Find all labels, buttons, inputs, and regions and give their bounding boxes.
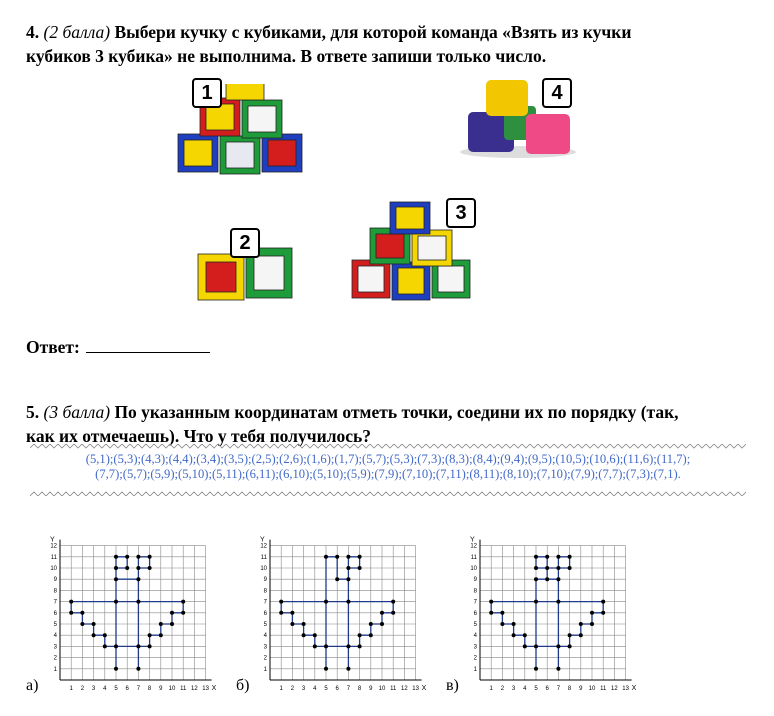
x-tick-label: 7 [346,686,351,692]
figure-point [181,611,185,615]
figure-point [346,577,350,581]
x-tick-label: 1 [279,686,283,692]
x-axis-label: X [631,685,636,692]
y-tick-label: 10 [260,566,267,572]
figure-point [568,566,572,570]
question-text-line2: как их отмечаешь). Что у тебя получилось? [26,426,372,446]
x-tick-label: 13 [202,686,209,692]
figure-point [335,555,339,559]
x-tick-label: 13 [412,686,419,692]
x-tick-label: 10 [168,686,176,692]
figure-point [568,644,572,648]
figure-point [512,622,516,626]
figure-point [346,600,350,604]
y-tick-label: 7 [53,599,57,606]
question-text-line2: кубиков 3 кубика» не выполнима. В ответе запиши только число. [26,46,547,66]
y-tick-label: 8 [473,588,477,595]
x-tick-label: 8 [147,686,152,692]
figure-point [103,644,107,648]
y-tick-label: 2 [473,655,477,662]
x-tick-label: 12 [191,686,198,692]
x-tick-label: 7 [136,686,141,692]
x-tick-label: 8 [357,686,362,692]
figure-point [500,622,504,626]
figure-point [601,611,605,615]
figure-point [279,611,283,615]
y-tick-label: 1 [263,666,267,673]
figure-point [290,611,294,615]
figure-point [181,600,185,604]
x-tick-label: 13 [622,686,629,692]
figure-point [369,622,373,626]
y-tick-label: 3 [473,644,477,651]
figure-point [358,566,362,570]
figure-point [302,633,306,637]
figure-point [324,644,328,648]
figure-point [114,577,118,581]
question-text-line1: По указанным координатам отметь точки, соедини их по порядку (так, [114,402,679,422]
figure-point [313,633,317,637]
figure-point [114,555,118,559]
x-tick-label: 6 [335,686,339,692]
y-tick-label: 3 [263,644,267,651]
figure-point [523,633,527,637]
figure-point [500,611,504,615]
y-tick-label: 1 [53,666,57,673]
figure-point [103,633,107,637]
figure-point [489,611,493,615]
figure-point [136,644,140,648]
y-tick-label: 8 [263,588,267,595]
figure-point [556,555,560,559]
figure-point [114,566,118,570]
question-points: (3 балла) [43,402,111,422]
figure-point [136,555,140,559]
figure-point [324,667,328,671]
answer-blank-line[interactable] [86,338,210,353]
question-4 [26,20,746,68]
figure-point [391,600,395,604]
question-number: 5. [26,402,40,422]
figure-point [148,633,152,637]
figure-point [346,667,350,671]
y-tick-label: 11 [470,554,477,561]
x-tick-label: 12 [401,686,408,692]
figure-point [523,644,527,648]
figure-point [545,555,549,559]
figure-point [80,622,84,626]
pile-number-badge: 4 [542,78,572,108]
x-tick-label: 10 [378,686,386,692]
figure-point [556,600,560,604]
graph-label-a: а) [26,677,39,694]
figure-point [136,600,140,604]
x-tick-label: 5 [114,686,118,692]
figure-point [369,633,373,637]
x-tick-label: 11 [180,686,187,692]
y-tick-label: 11 [260,554,267,561]
x-tick-label: 2 [290,686,295,692]
x-tick-label: 5 [534,686,538,692]
x-tick-label: 10 [588,686,596,692]
figure-point [148,566,152,570]
figure-point [313,644,317,648]
x-tick-label: 11 [390,686,397,692]
y-tick-label: 6 [53,610,57,617]
figure-point [69,611,73,615]
figure-point [568,633,572,637]
figure-point [290,622,294,626]
x-tick-label: 11 [600,686,607,692]
figure-point [159,633,163,637]
x-tick-label: 3 [301,686,306,692]
y-tick-label: 6 [473,610,477,617]
y-tick-label: 2 [263,655,267,662]
y-axis-label: Y [260,536,265,544]
figure-point [335,577,339,581]
figure-point [590,611,594,615]
figure-point [148,644,152,648]
y-axis-label: Y [470,536,475,544]
x-tick-label: 2 [500,686,505,692]
question-points: (2 балла) [43,22,111,42]
y-tick-label: 1 [473,666,477,673]
cube-pile-1[interactable] [176,84,306,176]
figure-point [556,566,560,570]
figure-point [92,633,96,637]
x-tick-label: 4 [103,686,107,692]
figure-point [136,667,140,671]
figure-point [114,644,118,648]
pile-number-badge: 2 [230,228,260,258]
x-tick-label: 4 [313,686,317,692]
figure-point [114,667,118,671]
y-tick-label: 12 [470,543,477,550]
cube-pile-3[interactable] [350,198,478,306]
question-text-line1: Выбери кучку с кубиками, для которой команда «Взять из кучки [114,22,632,42]
cube-pile-4[interactable] [458,76,588,160]
figure-point [534,644,538,648]
figure-point [69,600,73,604]
figure-point [148,555,152,559]
figure-point [590,622,594,626]
x-tick-label: 6 [545,686,549,692]
x-tick-label: 7 [556,686,561,692]
figure-point [545,577,549,581]
figure-point [114,600,118,604]
pile-number-badge: 3 [446,198,476,228]
y-tick-label: 4 [473,633,477,640]
x-tick-label: 4 [523,686,527,692]
graph-label-c: в) [446,677,459,694]
x-tick-label: 9 [159,686,163,692]
y-tick-label: 10 [470,566,477,572]
figure-point [489,600,493,604]
x-tick-label: 1 [489,686,493,692]
figure-point [556,577,560,581]
x-tick-label: 3 [511,686,516,692]
pile-number-badge: 1 [192,78,222,108]
y-tick-label: 2 [53,655,57,662]
y-tick-label: 7 [473,599,477,606]
question-number: 4. [26,22,40,42]
figure-point [568,555,572,559]
x-tick-label: 9 [369,686,373,692]
graph-c[interactable] [466,518,636,705]
figure-point [534,577,538,581]
x-tick-label: 1 [69,686,73,692]
coordinates-box [30,444,746,496]
question-5 [26,400,756,448]
figure-point [136,577,140,581]
figure-point [159,622,163,626]
x-tick-label: 9 [579,686,583,692]
figure-point [125,566,129,570]
figure-point [534,555,538,559]
x-tick-label: 12 [611,686,618,692]
figure-point [556,644,560,648]
coordinates-line-1: (5,1);(5,3);(4,3);(4,4);(3,4);(3,5);(2,5);(2,6);(1,6);(1,7);(5,7);(5,3);(7,3);(8,3);(8,4);(9,4);(9,5);(10,5);(10,6);(11,6);(11,7); [85,452,691,466]
figure-point [601,600,605,604]
y-tick-label: 8 [53,588,57,595]
figure-point [579,622,583,626]
graph-a[interactable] [46,518,216,705]
coordinates-line-2: (7,7);(5,7);(5,9);(5,10);(5,11);(6,11);(6,10);(5,10);(5,9);(7,9);(7,10);(7,11);(8,11);(8,10);(7,10);(7,9);(7,7);(7,3);(7,1). [95,467,681,481]
figure-point [358,644,362,648]
x-axis-label: X [421,685,426,692]
figure-point [380,611,384,615]
figure-point [324,600,328,604]
figure-point [512,633,516,637]
y-tick-label: 5 [53,622,57,628]
figure-point [324,555,328,559]
answer-field[interactable] [26,337,210,358]
graph-label-b: б) [236,677,250,694]
y-tick-label: 9 [53,577,57,584]
figure-point [579,633,583,637]
x-tick-label: 6 [125,686,129,692]
y-tick-label: 12 [50,543,57,550]
y-tick-label: 3 [53,644,57,651]
x-tick-label: 2 [80,686,85,692]
figure-point [358,633,362,637]
y-tick-label: 11 [50,554,57,561]
y-tick-label: 12 [260,543,267,550]
y-tick-label: 6 [263,610,267,617]
x-tick-label: 8 [567,686,572,692]
figure-point [358,555,362,559]
figure-point [302,622,306,626]
x-tick-label: 5 [324,686,328,692]
figure-point [346,644,350,648]
y-tick-label: 4 [263,633,267,640]
figure-point [534,667,538,671]
y-tick-label: 5 [263,622,267,628]
figure-point [170,611,174,615]
x-tick-label: 3 [91,686,96,692]
y-tick-label: 10 [50,566,57,572]
cube-pile-2[interactable] [196,228,300,308]
y-tick-label: 9 [263,577,267,584]
figure-point [391,611,395,615]
y-axis-label: Y [50,536,55,544]
figure-point [346,566,350,570]
figure-point [380,622,384,626]
figure-point [534,600,538,604]
y-tick-label: 5 [473,622,477,628]
answer-label: Ответ: [26,337,80,357]
figure-point [170,622,174,626]
figure-point [80,611,84,615]
figure-point [279,600,283,604]
y-tick-label: 4 [53,633,57,640]
figure-point [534,566,538,570]
y-tick-label: 7 [263,599,267,606]
graph-b[interactable] [256,518,426,705]
figure-point [346,555,350,559]
figure-point [92,622,96,626]
x-axis-label: X [211,685,216,692]
figure-point [556,667,560,671]
figure-point [125,555,129,559]
y-tick-label: 9 [473,577,477,584]
figure-point [136,566,140,570]
figure-point [545,566,549,570]
